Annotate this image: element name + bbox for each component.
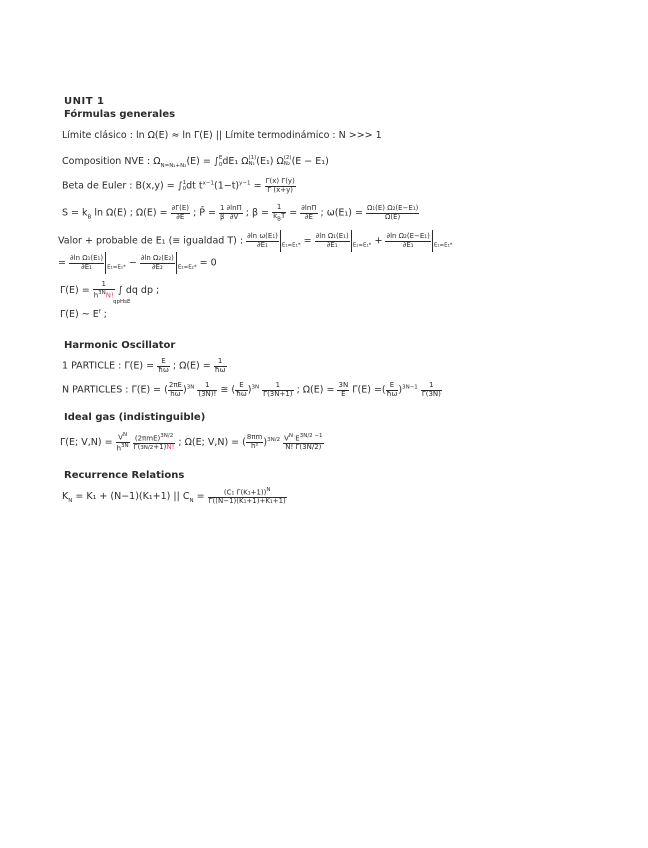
formula-ideal-gas: Γ(E; V,N) = $\frac{V^N}{h^{3N}}$ $\frac{(2\pi mE)^{3N/2}}{\Gamma(3N/2+1)N!}$ ; Ω(E; V,N) = ( $\frac{8\pi m}{\text{h²}}$ )$^{3N/2}$ $\frac{V^N E^{3N/2 -1}}{N! \Gamma(3N/2)}$ <box>60 432 323 453</box>
formula-n-particles: N PARTICLES : Γ(E) = ( $\frac{2\pi E}{h\omega}$ )$^{3N}$ $\frac{1}{(3N)!}$ ≅ ( $\frac{E}{ħ\omega}$ )$^{3N}$ $\frac{1}{\Gamma(3N+1)}$ ; Ω(E) = $\frac{3N}{E}$ Γ(E) =( $\frac{E}{ħ\omega}$ )$^{3N-1}$ $\frac{1}{\Gamma(3N)}$ <box>62 381 441 398</box>
heading-ideal-gas: Ideal gas (indistinguible) <box>64 412 206 423</box>
heading-formulas-generales: Fórmulas generales <box>64 109 176 120</box>
integration-domain-label: qpHsE <box>113 299 131 305</box>
formula-most-probable-value-cont: = $\frac{\text{∂ln Ω₁(E₁)}}{\text{∂E₁}}$ $_{E_1=E_1*}$ − $\frac{\text{∂ln Ω₂(E₂)}}{\text{∂E₂}}$ $_{E_2=E_2*}$ = 0 <box>58 252 217 274</box>
formula-composition-nve: Composition NVE : $\Omega_{N=N_1+N_2}(E)$ = ∫ E 0 dE₁ Ω (1) N₁ (E₁) Ω (2) N₂ (E − E₁) <box>62 155 329 169</box>
formula-entropy: $S = k_B$ ln Ω(E) ; Ω(E) = $\frac{\partial\Gamma(E)}{\partial E}$ ; P̄ = $\frac{1}{\beta}$ $\frac{\partial\ln\Pi}{\partial V}$ ; β = $\frac{1}{k_BT}$ = $\frac{\partial\ln\Pi}{\partial E}$ ; ω(E₁) = $\frac{\text{Ω₁(E) Ω₂(E−E₁)}}{\Omega(E)}$ <box>62 203 419 223</box>
formula-gamma-scaling: Γ(E) ~ $E^f$ ; <box>60 309 107 321</box>
formula-1-particle: 1 PARTICLE : Γ(E) = $\frac{E}{ħ\omega}$ ; Ω(E) = $\frac{1}{ħ\omega}$ <box>62 357 226 374</box>
heading-harmonic-oscillator: Harmonic Oscillator <box>64 340 176 351</box>
formula-recurrence: $K_N = K_1 + (N-1)(K_1+1)$ || $C_N$ = $\frac{(C_1 \Gamma(K_1+1))^N}{\text{Γ((N−1)(K₁+1)+K₁+1)}}$ <box>62 487 286 506</box>
formula-phase-volume: Γ(E) = $\frac{1}{h^{3N}N!}$ ∫ dq dp ; <box>60 280 160 300</box>
formula-beta-euler: Beta de Euler : B(x,y) = ∫ 1 0 dt $t^{x-1}(1-t)^{y-1}$ = $\frac{\Gamma(x) \Gamma(y)}{\Gamma (x+y)}$ <box>62 177 295 194</box>
heading-recurrence-relations: Recurrence Relations <box>64 470 185 481</box>
formula-classical-limit: Límite clásico : ln Ω(E) ≈ ln Γ(E) || Límite termodinámico : N >>> 1 <box>62 130 382 141</box>
unit-title: UNIT 1 <box>64 96 105 107</box>
formula-most-probable-value: Valor + probable de E₁ (≡ igualdad T) : $\frac{\text{∂ln ω(E₁)}}{\text{∂E₁}}$ $_{E_1=E_1*}$ = $\frac{\text{∂ln Ω₁(E₁)}}{\text{∂E₁}}$ $_{E_1=E_1*}$ + $\frac{\text{∂ln Ω₂(E−E₁)}}{\text{∂E₁}}$ $_{E_1=E_1*}$ <box>58 230 453 252</box>
